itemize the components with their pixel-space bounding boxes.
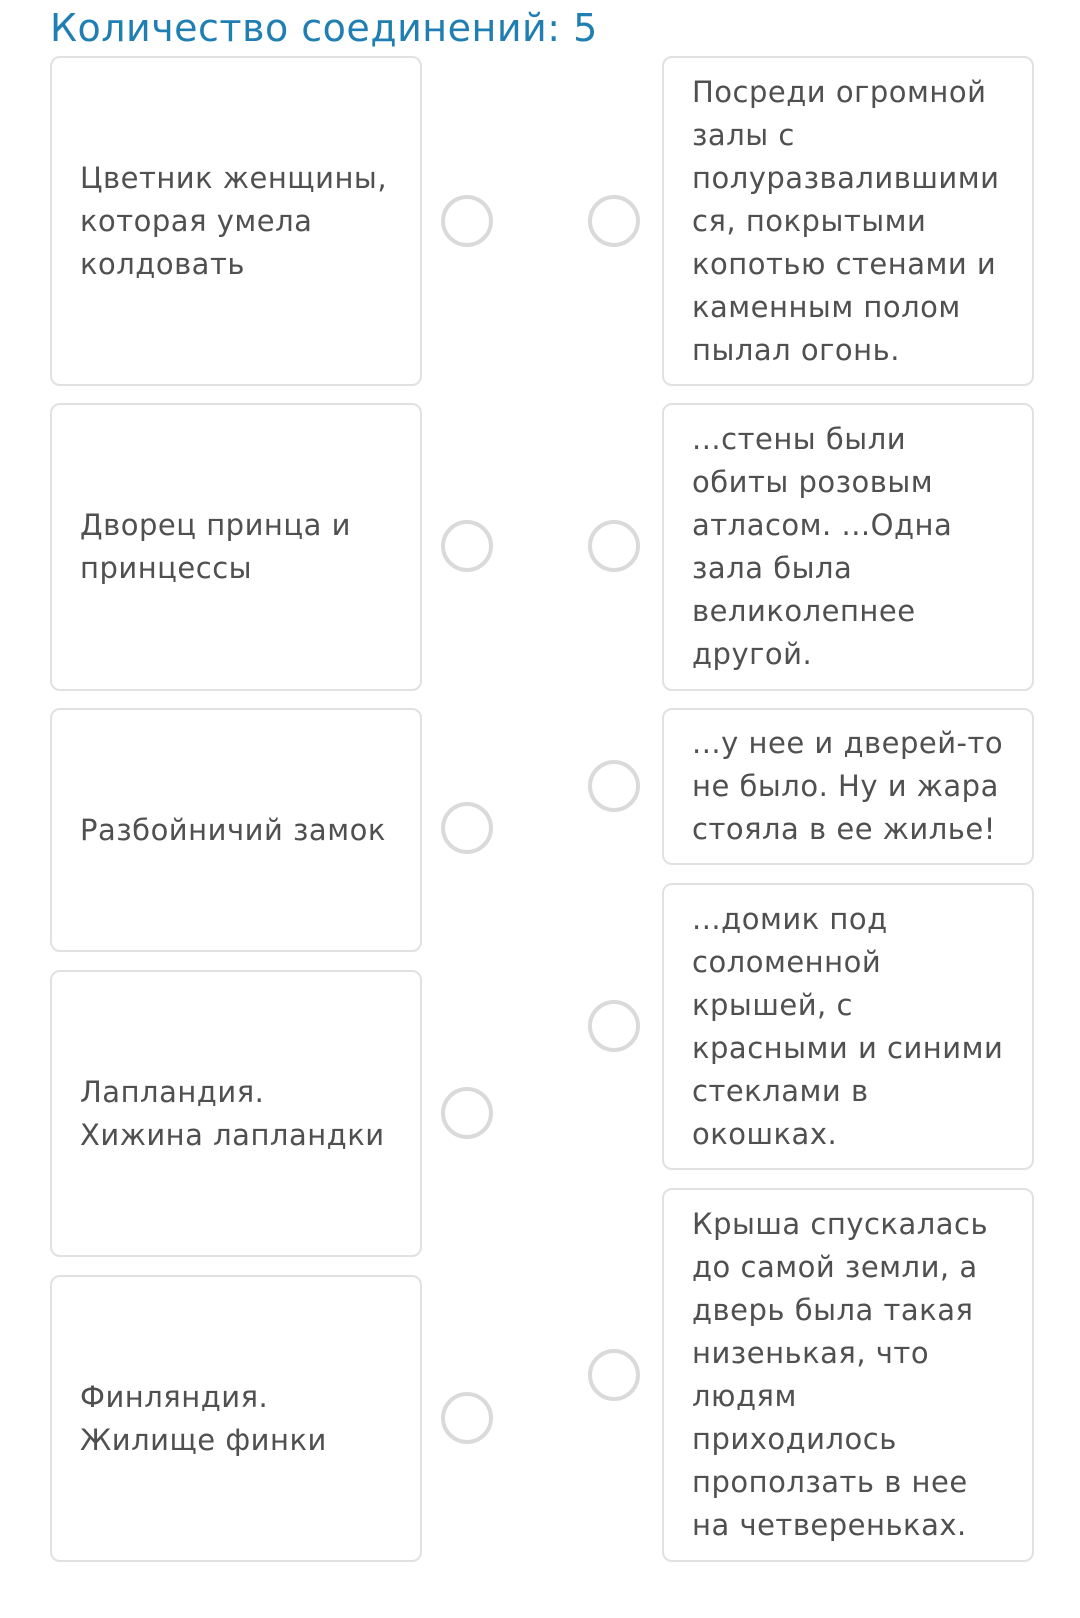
right-item-card[interactable] (662, 883, 1034, 1170)
right-connector-radio[interactable] (588, 520, 640, 572)
right-item-card[interactable] (662, 708, 1034, 865)
left-item-card[interactable] (50, 403, 422, 691)
right-item-label: Крыша спускалась до самой земли, а дверь была такая низенькая, что людям приходилось проползать в нее на четвереньках. (692, 1207, 989, 1542)
left-connector-radio[interactable] (441, 195, 493, 247)
left-item-card[interactable] (50, 708, 422, 952)
left-item-label: Цветник женщины, которая умела колдовать (80, 160, 388, 281)
right-item-card[interactable] (662, 56, 1034, 386)
left-item-label: Финляндия. Жилище финки (80, 1379, 327, 1457)
left-connector-radio[interactable] (441, 802, 493, 854)
right-item-label: ...у нее и дверей-то не было. Ну и жара стояла в ее жилье! (692, 726, 1004, 846)
left-item-card[interactable] (50, 56, 422, 386)
left-item-card[interactable] (50, 970, 422, 1257)
right-connector-radio[interactable] (588, 1000, 640, 1052)
right-item-label: ...стены были обиты розовым атласом. ...Одна зала была великолепнее другой. (692, 422, 953, 671)
connections-count-title: Количество соединений: 5 (50, 6, 598, 50)
left-connector-radio[interactable] (441, 1087, 493, 1139)
right-item-card[interactable] (662, 403, 1034, 691)
right-item-label: Посреди огромной залы с полуразвалившими ся, покрытыми копотью стенами и каменным полом пылал огонь. (692, 74, 1000, 367)
left-connector-radio[interactable] (441, 520, 493, 572)
right-connector-radio[interactable] (588, 195, 640, 247)
left-item-label: Дворец принца и принцессы (80, 508, 351, 585)
left-item-card[interactable] (50, 1275, 422, 1562)
left-item-label: Разбойничий замок (80, 812, 386, 847)
right-item-label: ...домик под соломенной крышей, с красными и синими стеклами в окошках. (692, 901, 1004, 1151)
right-connector-radio[interactable] (588, 760, 640, 812)
right-item-card[interactable] (662, 1188, 1034, 1562)
right-connector-radio[interactable] (588, 1349, 640, 1401)
left-item-label: Лапландия. Хижина лапландки (80, 1074, 385, 1152)
left-connector-radio[interactable] (441, 1392, 493, 1444)
